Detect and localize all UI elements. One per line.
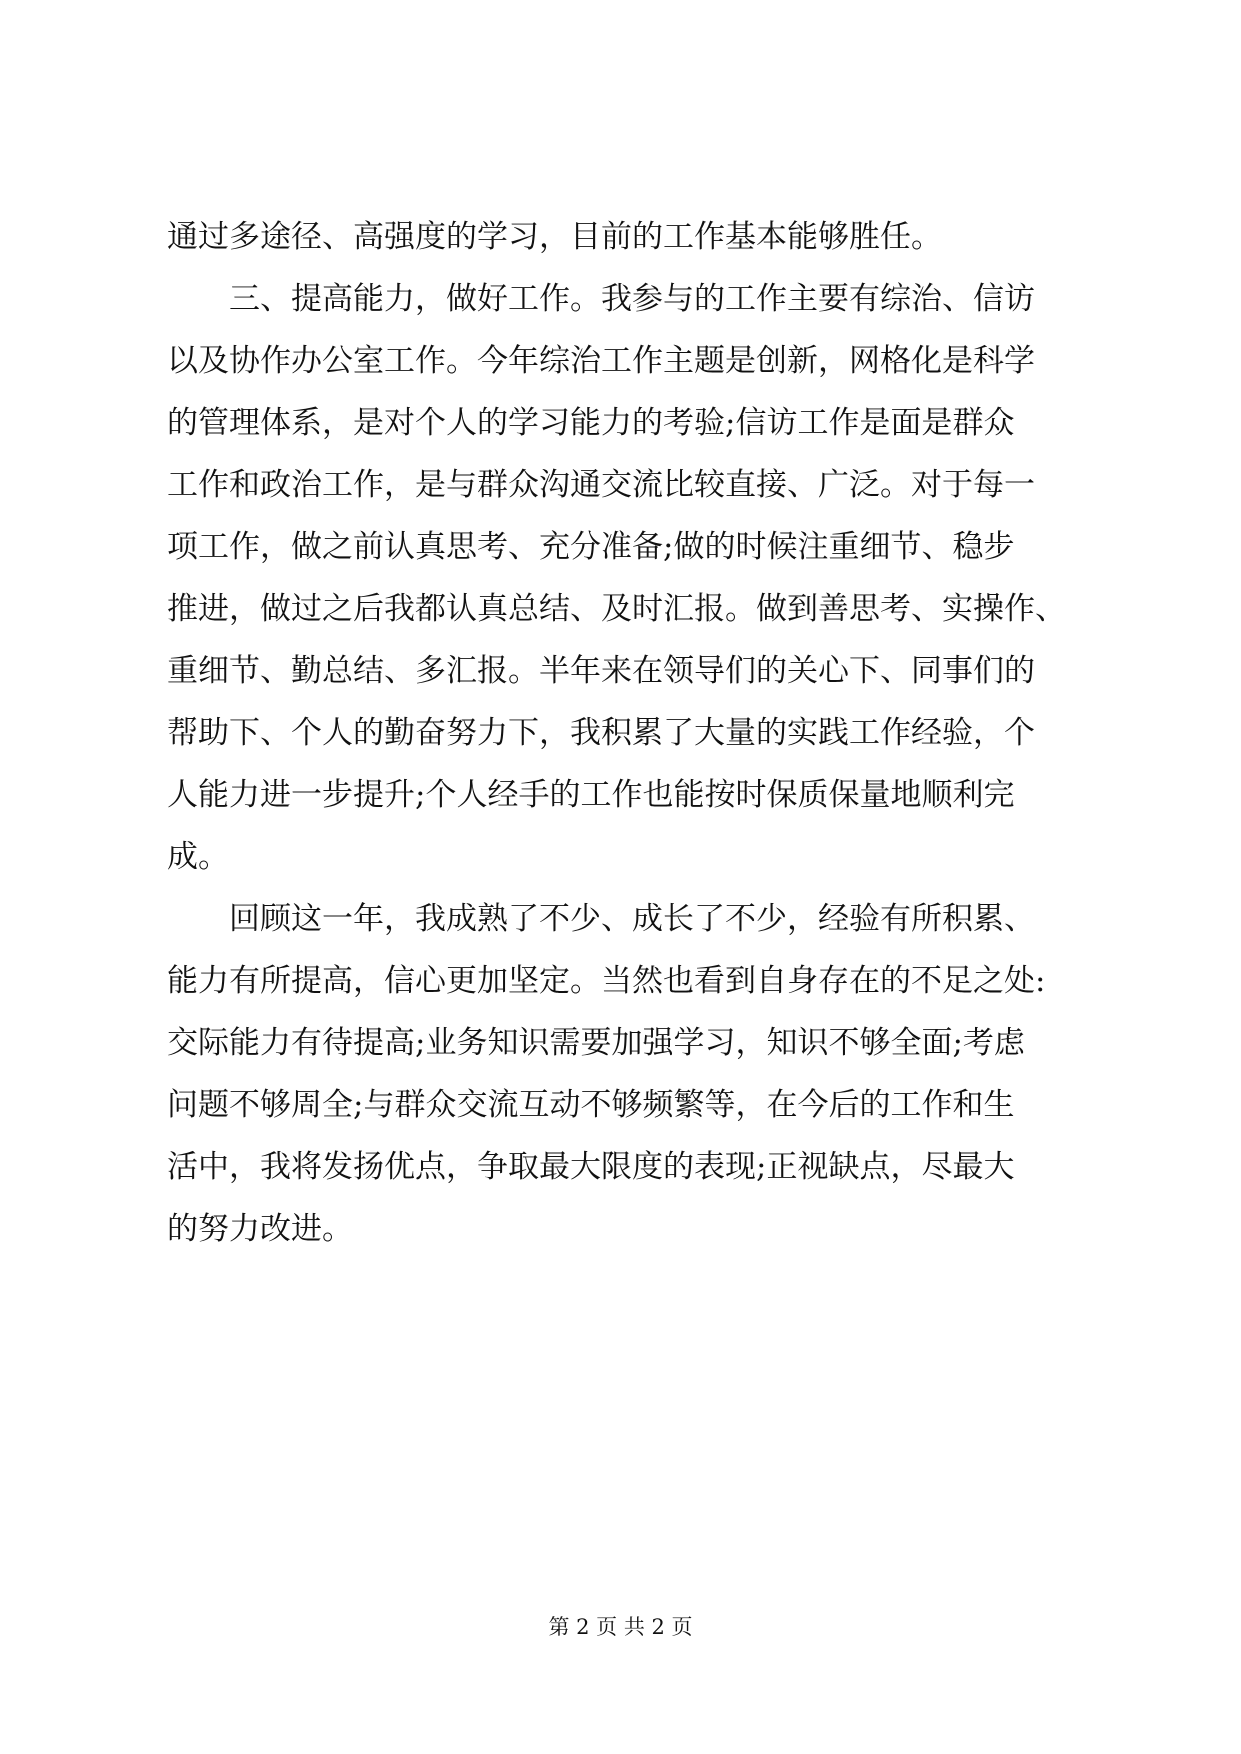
- paragraph-line: 交际能力有待提高;业务知识需要加强学习，知识不够全面;考虑: [167, 1025, 1025, 1061]
- page-footer: 第 2 页 共 2 页: [548, 1615, 693, 1639]
- paragraph-line: 成。: [167, 839, 229, 875]
- paragraph-line: 回顾这一年，我成熟了不少、成长了不少，经验有所积累、: [229, 901, 1035, 937]
- paragraph-line: 重细节、勤总结、多汇报。半年来在领导们的关心下、同事们的: [167, 653, 1035, 689]
- paragraph-line: 的努力改进。: [167, 1211, 353, 1247]
- paragraph-line: 通过多途径、高强度的学习，目前的工作基本能够胜任。: [167, 219, 942, 255]
- paragraph-line: 活中，我将发扬优点，争取最大限度的表现;正视缺点，尽最大: [167, 1149, 1015, 1185]
- paragraph-line: 能力有所提高，信心更加坚定。当然也看到自身存在的不足之处:: [167, 963, 1046, 999]
- paragraph-line: 以及协作办公室工作。今年综治工作主题是创新，网格化是科学: [167, 343, 1035, 379]
- paragraph-line: 的管理体系，是对个人的学习能力的考验;信访工作是面是群众: [167, 405, 1015, 441]
- paragraph-line: 问题不够周全;与群众交流互动不够频繁等，在今后的工作和生: [167, 1087, 1015, 1123]
- paragraph-line: 帮助下、个人的勤奋努力下，我积累了大量的实践工作经验，个: [167, 715, 1035, 751]
- paragraph-line: 三、提高能力，做好工作。我参与的工作主要有综治、信访: [229, 281, 1035, 317]
- paragraph-line: 推进，做过之后我都认真总结、及时汇报。做到善思考、实操作、: [167, 591, 1066, 627]
- document-body: [167, 206, 1087, 1260]
- paragraph-line: 项工作，做之前认真思考、充分准备;做的时候注重细节、稳步: [167, 529, 1015, 565]
- paragraph-line: 工作和政治工作，是与群众沟通交流比较直接、广泛。对于每一: [167, 467, 1035, 503]
- paragraph-line: 人能力进一步提升;个人经手的工作也能按时保质保量地顺利完: [167, 777, 1015, 813]
